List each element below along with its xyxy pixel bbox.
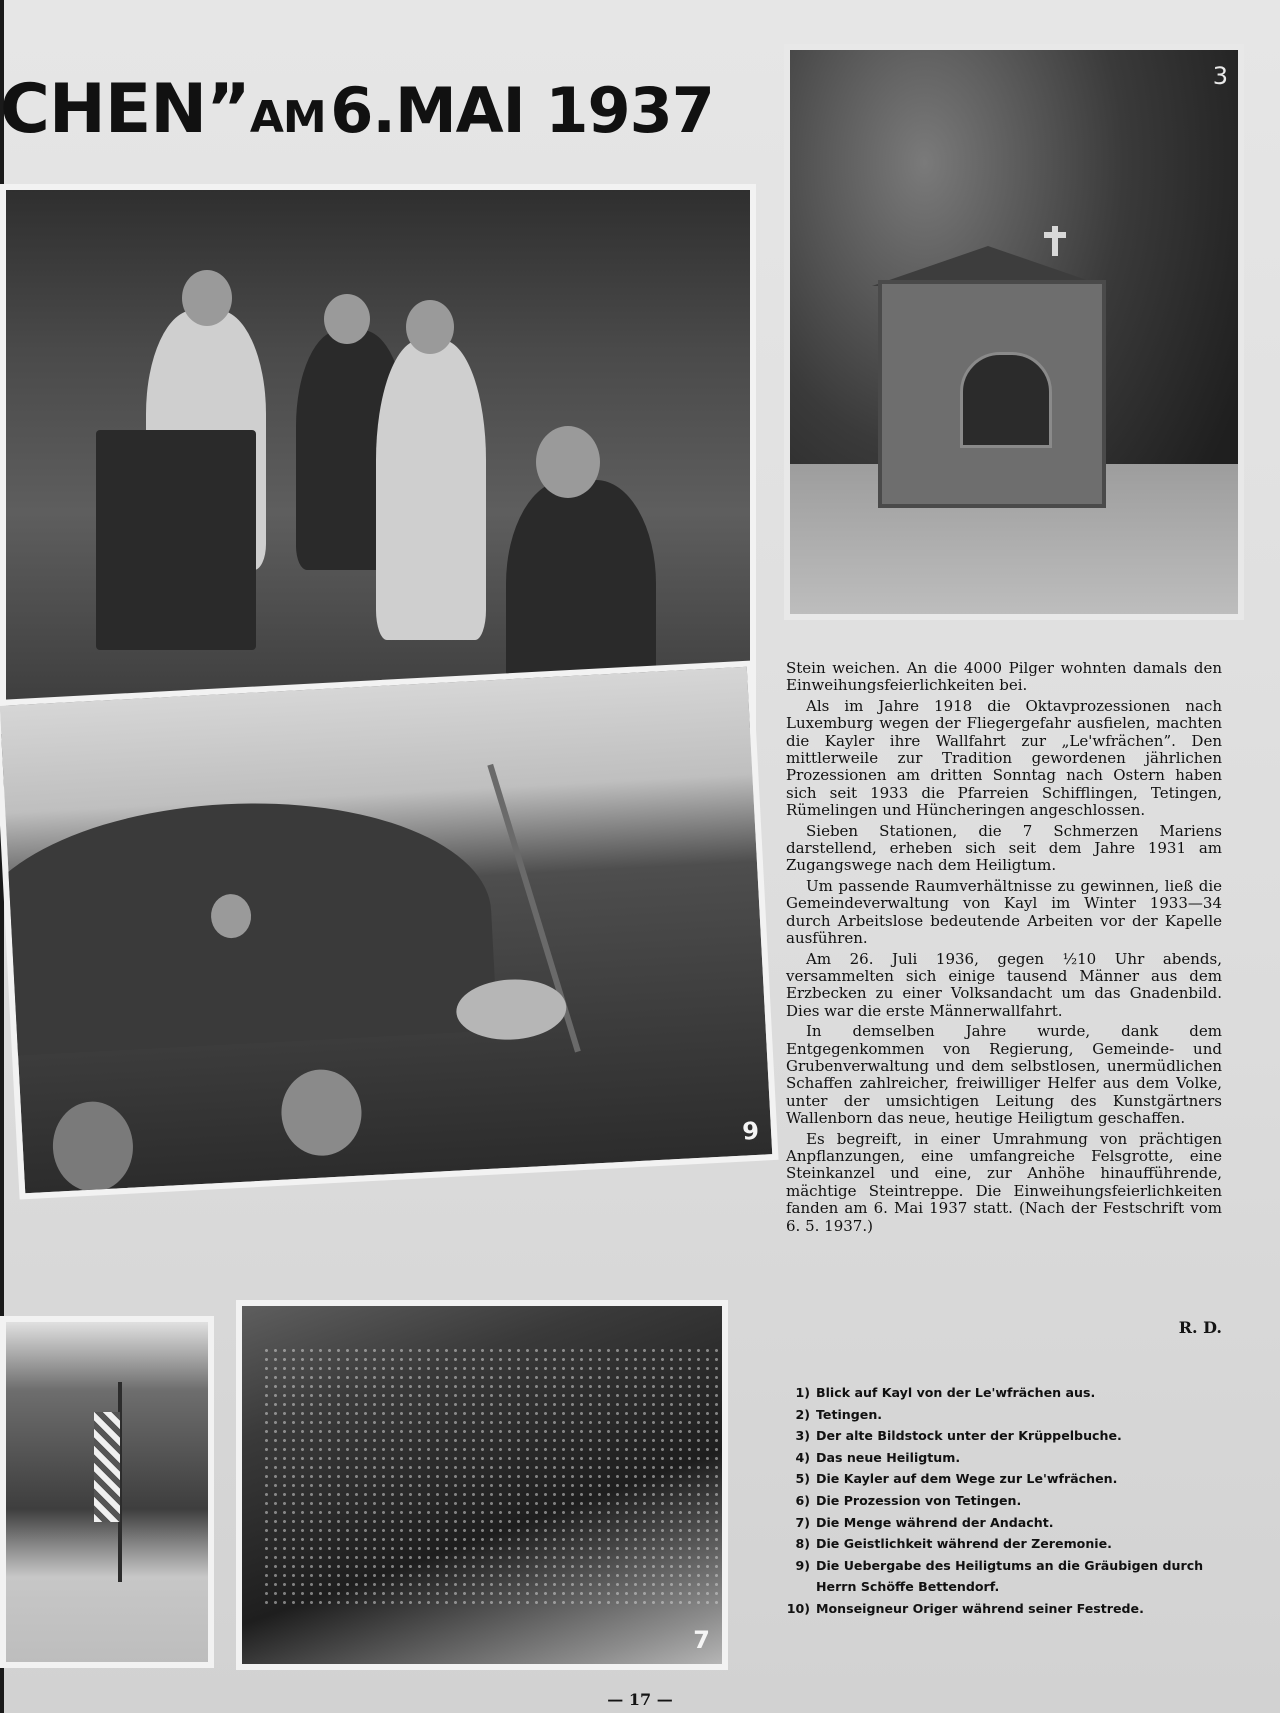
caption-item (776, 1555, 1236, 1598)
figure-head (536, 426, 600, 498)
headline-part-2: AM (249, 92, 326, 143)
caption-text: Tetingen. (816, 1406, 883, 1422)
figure-head (279, 1068, 363, 1158)
caption-text: Die Uebergabe des Heiligtums an die Gräubigen durch Herrn Schöffe Bettendorf. (816, 1557, 1204, 1595)
caption-item (776, 1382, 1236, 1404)
photo-number: 7 (693, 1626, 710, 1654)
caption-number: 2) (795, 1406, 810, 1422)
caption-number: 9) (795, 1557, 810, 1573)
caption-text: Der alte Bildstock unter der Krüppelbuche. (816, 1428, 1122, 1444)
flag-icon (94, 1412, 120, 1522)
article-paragraph: Als im Jahre 1918 die Oktavprozessionen nach Luxemburg wegen der Fliegergefahr ausfielen, machten die Kayler ihre Wallfahrt zur „Le'wfrächen”. Den mittlerweile zur Tradition gewordenen jährlichen Prozessionen am dritten Sonntag nach Ostern haben sich seit 1933 die Pfarreien Schifflingen, Tetingen, Rümelingen und Hüncheringen angeschlossen. (786, 696, 1222, 820)
caption-item (776, 1425, 1236, 1447)
caption-number: 5) (795, 1471, 810, 1487)
figure-head (324, 294, 370, 344)
author-signature: R. D. (1178, 1318, 1222, 1337)
caption-item (776, 1598, 1236, 1620)
page-number: — 17 — (607, 1690, 673, 1709)
caption-number: 1) (795, 1385, 810, 1400)
photo-clergy-ceremony (0, 184, 756, 734)
caption-item (776, 1490, 1236, 1512)
article-paragraph: Um passende Raumverhältnisse zu gewinnen, ließ die Gemeindeverwaltung von Kayl im Winter 1933—34 durch Arbeitslose bedeutende Arbeiten vor der Kapelle ausführen. (786, 876, 1222, 948)
figure-head (406, 300, 454, 354)
figure-head (182, 270, 232, 326)
article-body (786, 660, 1222, 1238)
chapel-window (960, 352, 1052, 448)
caption-text: Die Kayler auf dem Wege zur Le'wfrächen. (816, 1471, 1118, 1487)
caption-text: Die Menge während der Andacht. (816, 1514, 1054, 1530)
caption-number: 8) (795, 1536, 810, 1552)
photo-crowd-handover (0, 660, 779, 1199)
caption-text: Das neue Heiligtum. (816, 1449, 961, 1465)
photo-marker: 3 (1212, 62, 1228, 90)
photo-flag-procession (0, 1316, 214, 1668)
caption-text: Die Prozession von Tetingen. (816, 1492, 1022, 1508)
caption-number: 3) (795, 1428, 810, 1444)
figure-priest (376, 340, 486, 640)
headline (0, 70, 714, 170)
article-paragraph: Am 26. Juli 1936, gegen ½10 Uhr abends, versammelten sich einige tausend Männer aus dem Erzbecken zu einer Volksandacht um das Gnadenbild. Dies war die erste Männerwallfahrt. (786, 949, 1222, 1020)
caption-number: 4) (795, 1449, 810, 1465)
article-paragraph: Stein weichen. An die 4000 Pilger wohnten damals den Einweihungsfeierlichkeiten bei. (786, 659, 1222, 695)
caption-item (776, 1533, 1236, 1555)
caption-number: 7) (795, 1514, 810, 1530)
photo-number: 9 (741, 1116, 760, 1146)
headline-part-1: CHEN” (0, 70, 250, 149)
caption-text: Die Geistlichkeit während der Zeremonie. (816, 1536, 1112, 1552)
caption-text: Blick auf Kayl von der Le'wfrächen aus. (816, 1385, 1096, 1400)
figure-head (51, 1100, 136, 1194)
caption-number: 6) (795, 1492, 810, 1508)
caption-item (776, 1512, 1236, 1534)
lectern (96, 430, 256, 650)
caption-item (776, 1447, 1236, 1469)
caption-text: Monseigneur Origer während seiner Festrede. (816, 1600, 1144, 1616)
article-paragraph: In demselben Jahre wurde, dank dem Entgegenkommen von Regierung, Gemeinde- und Grubenverwaltung und dem selbstlosen, unermüdlichen Schaffen zahlreicher, freiwilliger Helfer aus dem Volke, unter der umsichtigen Leitung des Kunstgärtners Wallenborn das neue, heutige Heiligtum geschaffen. (786, 1022, 1222, 1128)
caption-item (776, 1468, 1236, 1490)
photo-mass-crowd (236, 1300, 728, 1670)
crowd-texture (262, 1346, 722, 1604)
cross-icon (1052, 226, 1058, 256)
article-paragraph: Es begreift, in einer Umrahmung von prächtigen Anpflanzungen, eine umfangreiche Felsgrotte, eine Steinkanzel und eine, zur Anhöhe hinaufführende, mächtige Steintreppe. Die Einweihungsfeierlichkeiten fanden am 6. Mai 1937 statt. (Nach der Festschrift vom 6. 5. 1937.) (786, 1129, 1222, 1235)
caption-item (776, 1404, 1236, 1426)
article-paragraph: Sieben Stationen, die 7 Schmerzen Mariens darstellend, erheben sich seit dem Jahre 1931 am Zugangswege nach dem Heiligtum. (786, 821, 1222, 875)
headline-part-3: 6.MAI 1937 (330, 74, 714, 147)
photo-chapel (784, 44, 1244, 620)
caption-list (776, 1382, 1236, 1620)
caption-number: 10) (786, 1600, 810, 1616)
